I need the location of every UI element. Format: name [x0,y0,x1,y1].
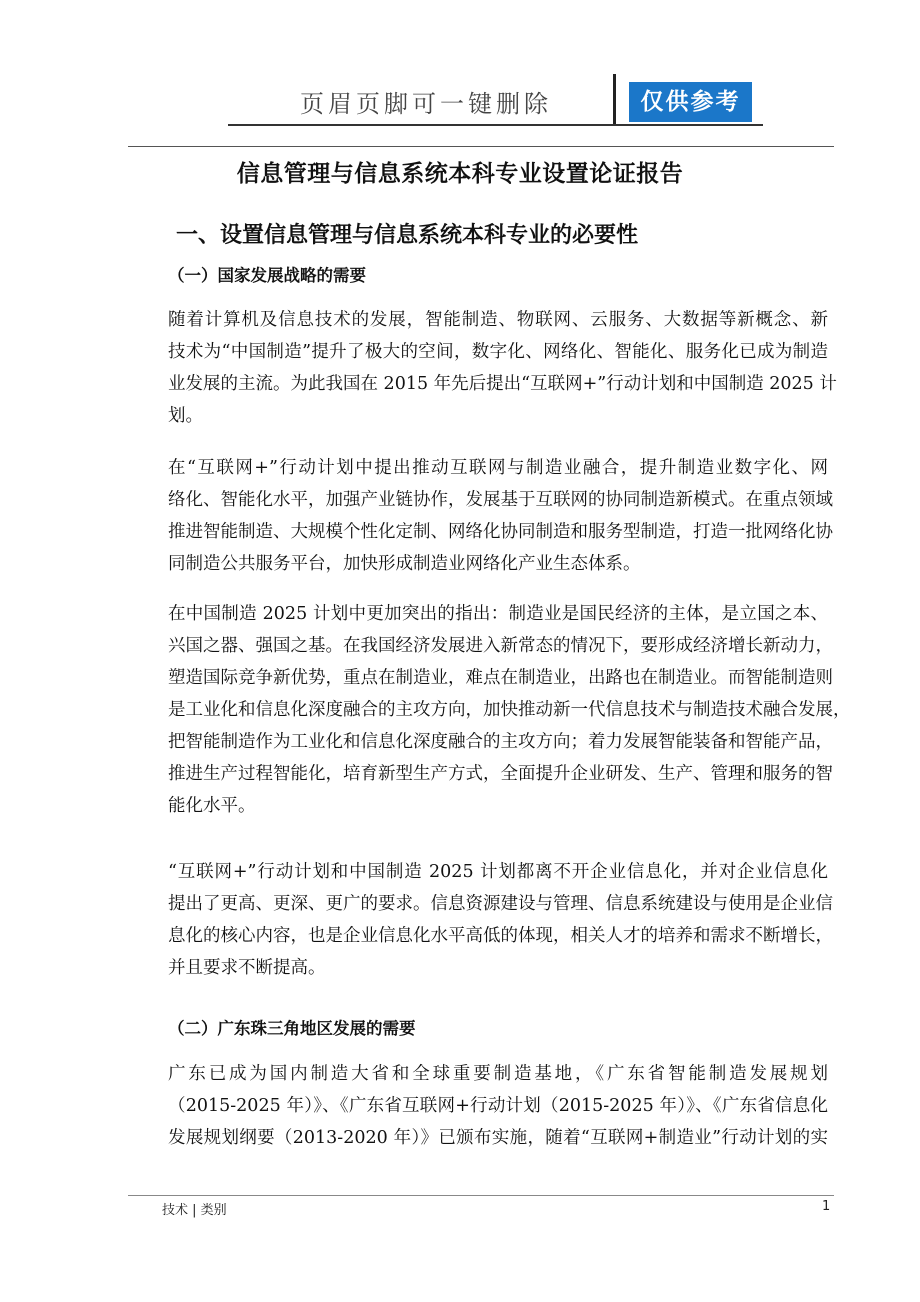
paragraph-line: 在“互联网+”行动计划中提出推动互联网与制造业融合，提升制造业数字化、网 [168,458,828,478]
paragraph-line: 技术为“中国制造”提升了极大的空间，数字化、网络化、智能化、服务化已成为制造 [168,342,828,362]
footer-rule [128,1195,834,1196]
subsection-heading: （二）广东珠三角地区发展的需要 [168,1019,416,1038]
paragraph-line: 推进生产过程智能化，培育新型生产方式，全面提升企业研发、生产、管理和服务的智 [168,764,833,784]
subsection-heading: （一）国家发展战略的需要 [168,266,366,285]
paragraph-line: 能化水平。 [168,796,256,816]
paragraph-line: 划。 [168,406,203,426]
paragraph-line: 发展规划纲要（2013-2020 年）》已颁布实施，随着“互联网+制造业”行动计划的实 [168,1128,828,1148]
paragraph-5 [168,1058,828,1154]
paragraph-line: 同制造公共服务平台，加快形成制造业网络化产业生态体系。 [168,554,641,574]
paragraph-line: 推进智能制造、大规模个性化定制、网络化协同制造和服务型制造，打造一批网络化协 [168,522,833,542]
page-number: 1 [822,1199,831,1214]
header-divider [613,74,616,124]
banner-underline [228,124,763,126]
paragraph-line: “互联网+”行动计划和中国制造 2025 计划都离不开企业信息化，并对企业信息化 [168,862,828,882]
paragraph-line: 塑造国际竞争新优势，重点在制造业，难点在制造业，出路也在制造业。而智能制造则 [168,668,833,688]
paragraph-line: 随着计算机及信息技术的发展，智能制造、物联网、云服务、大数据等新概念、新 [168,310,828,330]
page-header-rule [128,146,834,147]
document-title: 信息管理与信息系统本科专业设置论证报告 [236,161,684,187]
paragraph-line: 是工业化和信息化深度融合的主攻方向，加快推动新一代信息技术与制造技术融合发展， [168,700,851,720]
paragraph-4 [168,856,833,984]
section-heading: 一、设置信息管理与信息系统本科专业的必要性 [176,223,639,248]
paragraph-line: 提出了更高、更深、更广的要求。信息资源建设与管理、信息系统建设与使用是企业信 [168,894,833,914]
paragraph-line: （2015-2025 年）》、《广东省互联网+行动计划（2015-2025 年）》、《广东省信息化 [168,1096,828,1116]
paragraph-line: 息化的核心内容，也是企业信息化水平高低的体现，相关人才的培养和需求不断增长， [168,926,833,946]
paragraph-line: 把智能制造作为工业化和信息化深度融合的主攻方向；着力发展智能装备和智能产品， [168,732,833,752]
paragraph-3 [168,598,851,822]
paragraph-line: 络化、智能化水平，加强产业链协作，发展基于互联网的协同制造新模式。在重点领域 [168,490,833,510]
paragraph-line: 兴国之器、强国之基。在我国经济发展进入新常态的情况下，要形成经济增长新动力， [168,636,833,656]
paragraph-1 [168,304,837,432]
footer-category: 技术 | 类别 [162,1203,227,1218]
paragraph-2 [168,452,833,580]
header-watermark-text: 页眉页脚可一键删除 [300,90,552,118]
paragraph-line: 并且要求不断提高。 [168,958,326,978]
paragraph-line: 广东已成为国内制造大省和全球重要制造基地，《广东省智能制造发展规划 [168,1064,828,1084]
paragraph-line: 业发展的主流。为此我国在 2015 年先后提出“互联网+”行动计划和中国制造 2025 计 [168,374,837,394]
paragraph-line: 在中国制造 2025 计划中更加突出的指出：制造业是国民经济的主体，是立国之本、 [168,604,828,624]
reference-only-badge: 仅供参考 [629,82,752,122]
